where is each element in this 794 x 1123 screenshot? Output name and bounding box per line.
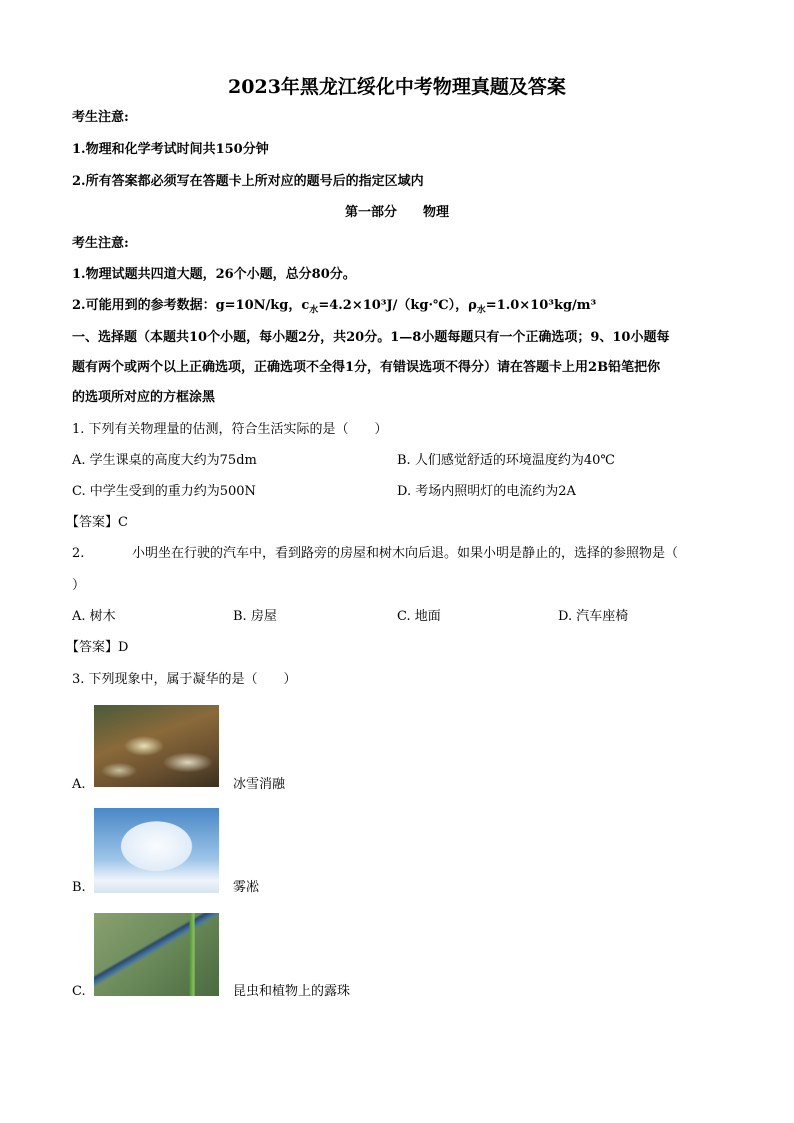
question-1-stem: 1. 下列有关物理量的估测，符合生活实际的是（ ） xyxy=(72,422,388,437)
question-3-stem: 3. 下列现象中，属于凝华的是（ ） xyxy=(72,672,297,687)
text: =4.2×10³J/（kg·℃），ρ xyxy=(318,298,477,313)
text: =1.0×10³kg/m³ xyxy=(485,298,597,313)
notice-item: 2.所有答案都必须写在答题卡上所对应的题号后的指定区域内 xyxy=(72,174,424,189)
snow-melting-image xyxy=(94,705,219,787)
page-title: 2023年黑龙江绥化中考物理真题及答案 xyxy=(228,76,566,98)
notice-item: 1.物理试题共四道大题，26个小题，总分80分。 xyxy=(72,267,356,282)
question-1-option: A. 学生课桌的高度大约为75dm xyxy=(72,453,257,468)
notice-heading: 考生注意: xyxy=(72,236,129,251)
text: 2.可能用到的参考数据：g=10N/kg，c xyxy=(72,298,310,313)
option-letter: C. xyxy=(72,984,86,999)
option-letter: A. xyxy=(72,777,86,792)
section-instruction: 题有两个或两个以上正确选项，正确选项不全得1分，有错误选项不得分）请在答题卡上用2B铅笔把你 xyxy=(72,360,661,375)
question-2-stem-cont: ） xyxy=(72,578,86,593)
subscript: 水 xyxy=(476,305,486,316)
question-1-option: D. 考场内照明灯的电流约为2A xyxy=(397,484,576,499)
question-1-answer: 【答案】C xyxy=(66,515,128,530)
rime-frost-image xyxy=(94,808,219,893)
part-heading: 第一部分 物理 xyxy=(344,205,449,220)
option-letter: B. xyxy=(72,880,86,895)
question-1-option: B. 人们感觉舒适的环境温度约为40℃ xyxy=(397,453,615,468)
dragonfly-dew-image xyxy=(94,913,219,996)
question-2-option: A. 树木 xyxy=(72,609,116,624)
question-2-option: C. 地面 xyxy=(397,609,441,624)
question-2-option: B. 房屋 xyxy=(233,609,277,624)
notice-heading: 考生注意: xyxy=(72,110,129,125)
section-instruction: 的选项所对应的方框涂黑 xyxy=(72,390,216,405)
notice-item-constants xyxy=(72,298,596,319)
option-text: 冰雪消融 xyxy=(233,777,286,792)
question-2-answer: 【答案】D xyxy=(66,640,129,655)
subscript: 水 xyxy=(309,305,319,316)
notice-item: 1.物理和化学考试时间共150分钟 xyxy=(72,142,269,157)
question-2-option: D. 汽车座椅 xyxy=(558,609,629,624)
question-2-number: 2. xyxy=(72,546,85,561)
option-text: 昆虫和植物上的露珠 xyxy=(233,984,351,999)
question-1-option: C. 中学生受到的重力约为500N xyxy=(72,484,256,499)
question-2-stem: 小明坐在行驶的汽车中，看到路旁的房屋和树木向后退。如果小明是静止的，选择的参照物是（ xyxy=(132,546,679,561)
option-text: 雾凇 xyxy=(233,880,260,895)
section-instruction: 一、选择题（本题共10个小题，每小题2分，共20分。1—8小题每题只有一个正确选项；9、10小题每 xyxy=(72,330,670,345)
